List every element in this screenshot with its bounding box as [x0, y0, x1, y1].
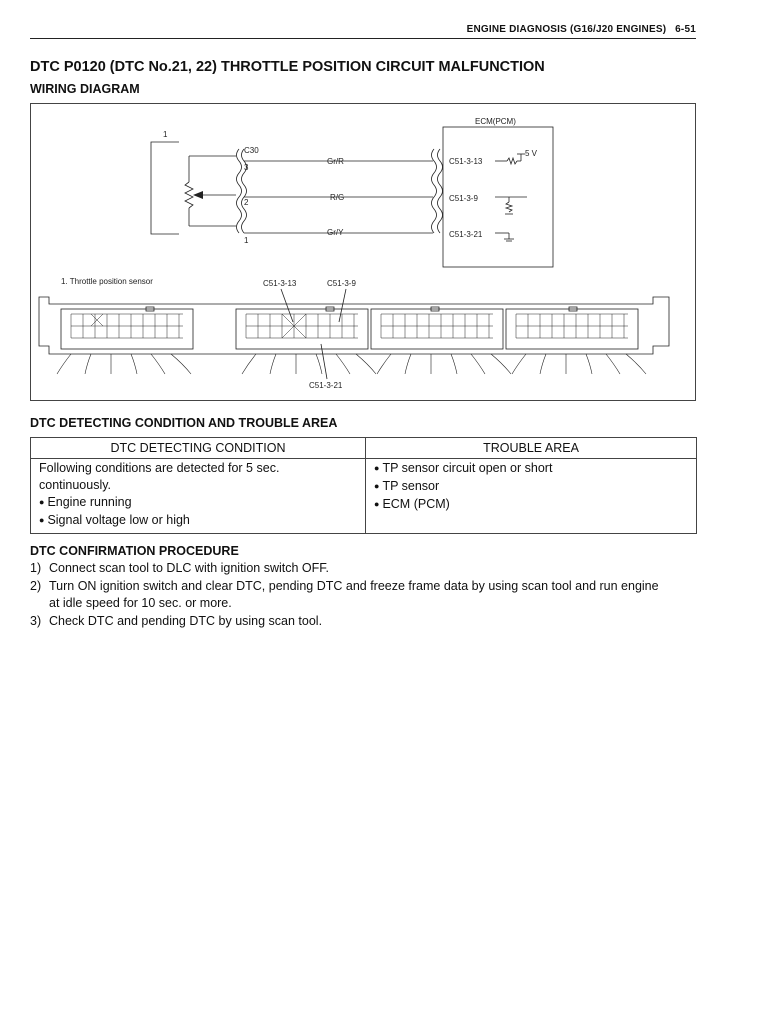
- svg-text:C51-3-9: C51-3-9: [327, 279, 356, 288]
- procedure-step: [30, 560, 710, 578]
- trouble-bullet: ● ECM (PCM): [374, 496, 690, 514]
- page-title: DTC P0120 (DTC No.21, 22) THROTTLE POSITION CIRCUIT MALFUNCTION: [30, 59, 545, 75]
- confirmation-heading: DTC CONFIRMATION PROCEDURE: [30, 544, 239, 558]
- procedure-step: [30, 613, 710, 631]
- svg-text:C51-3-13: C51-3-13: [263, 279, 297, 288]
- svg-text:Gr/Y: Gr/Y: [327, 228, 344, 237]
- condition-line: continuously.: [39, 478, 112, 492]
- condition-line: Following conditions are detected for 5 sec.: [39, 461, 280, 475]
- svg-text:C51-3-21: C51-3-21: [309, 381, 343, 390]
- step-text: at idle speed for 10 sec. or more.: [49, 596, 232, 610]
- procedure-step: [30, 578, 710, 596]
- trouble-area-cell: [366, 459, 697, 534]
- procedure-step-continued: [30, 595, 710, 613]
- wiring-diagram-heading: WIRING DIAGRAM: [30, 82, 140, 96]
- condition-bullet: ● Signal voltage low or high: [39, 512, 359, 530]
- svg-text:2: 2: [244, 198, 249, 207]
- condition-bullet: ● Engine running: [39, 494, 359, 512]
- connector-group-4: [506, 307, 638, 349]
- step-text: Check DTC and pending DTC by using scan tool.: [49, 613, 323, 628]
- svg-text:1: 1: [244, 236, 249, 245]
- svg-text:1. Throttle position sensor: 1. Throttle position sensor: [61, 277, 153, 286]
- step-number: 1): [30, 561, 42, 575]
- connector-group-2: [236, 307, 368, 349]
- confirmation-steps: [30, 560, 710, 630]
- table-header-trouble-area: TROUBLE AREA: [366, 438, 697, 459]
- trouble-bullet: ● TP sensor: [374, 478, 690, 496]
- svg-text:1: 1: [163, 130, 168, 139]
- svg-text:5 V: 5 V: [525, 149, 538, 158]
- svg-text:ECM(PCM): ECM(PCM): [475, 117, 516, 126]
- svg-text:3: 3: [244, 163, 249, 172]
- page-number: 6-51: [675, 24, 696, 35]
- connector-group-1: [61, 307, 203, 349]
- svg-text:C51-3-21: C51-3-21: [449, 230, 483, 239]
- dtc-table: [30, 437, 697, 534]
- wiring-diagram-svg: [31, 104, 697, 402]
- step-number: 2): [30, 578, 42, 593]
- svg-text:R/G: R/G: [330, 193, 345, 202]
- detecting-heading: DTC DETECTING CONDITION AND TROUBLE AREA: [30, 416, 338, 430]
- svg-text:Gr/R: Gr/R: [327, 157, 344, 166]
- svg-text:C51-3-13: C51-3-13: [449, 157, 483, 166]
- connector-group-3: [371, 307, 503, 349]
- wiring-diagram: [30, 103, 696, 401]
- condition-cell: [31, 459, 366, 534]
- svg-text:C30: C30: [244, 146, 259, 155]
- header-section: ENGINE DIAGNOSIS (G16/J20 ENGINES) 6-51: [466, 24, 696, 35]
- step-text: Turn ON ignition switch and clear DTC, pending DTC and freeze frame data by using scan tool and run engine: [49, 578, 659, 593]
- svg-text:C51-3-9: C51-3-9: [449, 194, 478, 203]
- step-text: Connect scan tool to DLC with ignition switch OFF.: [49, 561, 329, 575]
- page-header: [30, 22, 696, 39]
- table-header-condition: DTC DETECTING CONDITION: [31, 438, 366, 459]
- trouble-bullet: ● TP sensor circuit open or short: [374, 460, 690, 478]
- step-number: 3): [30, 613, 42, 628]
